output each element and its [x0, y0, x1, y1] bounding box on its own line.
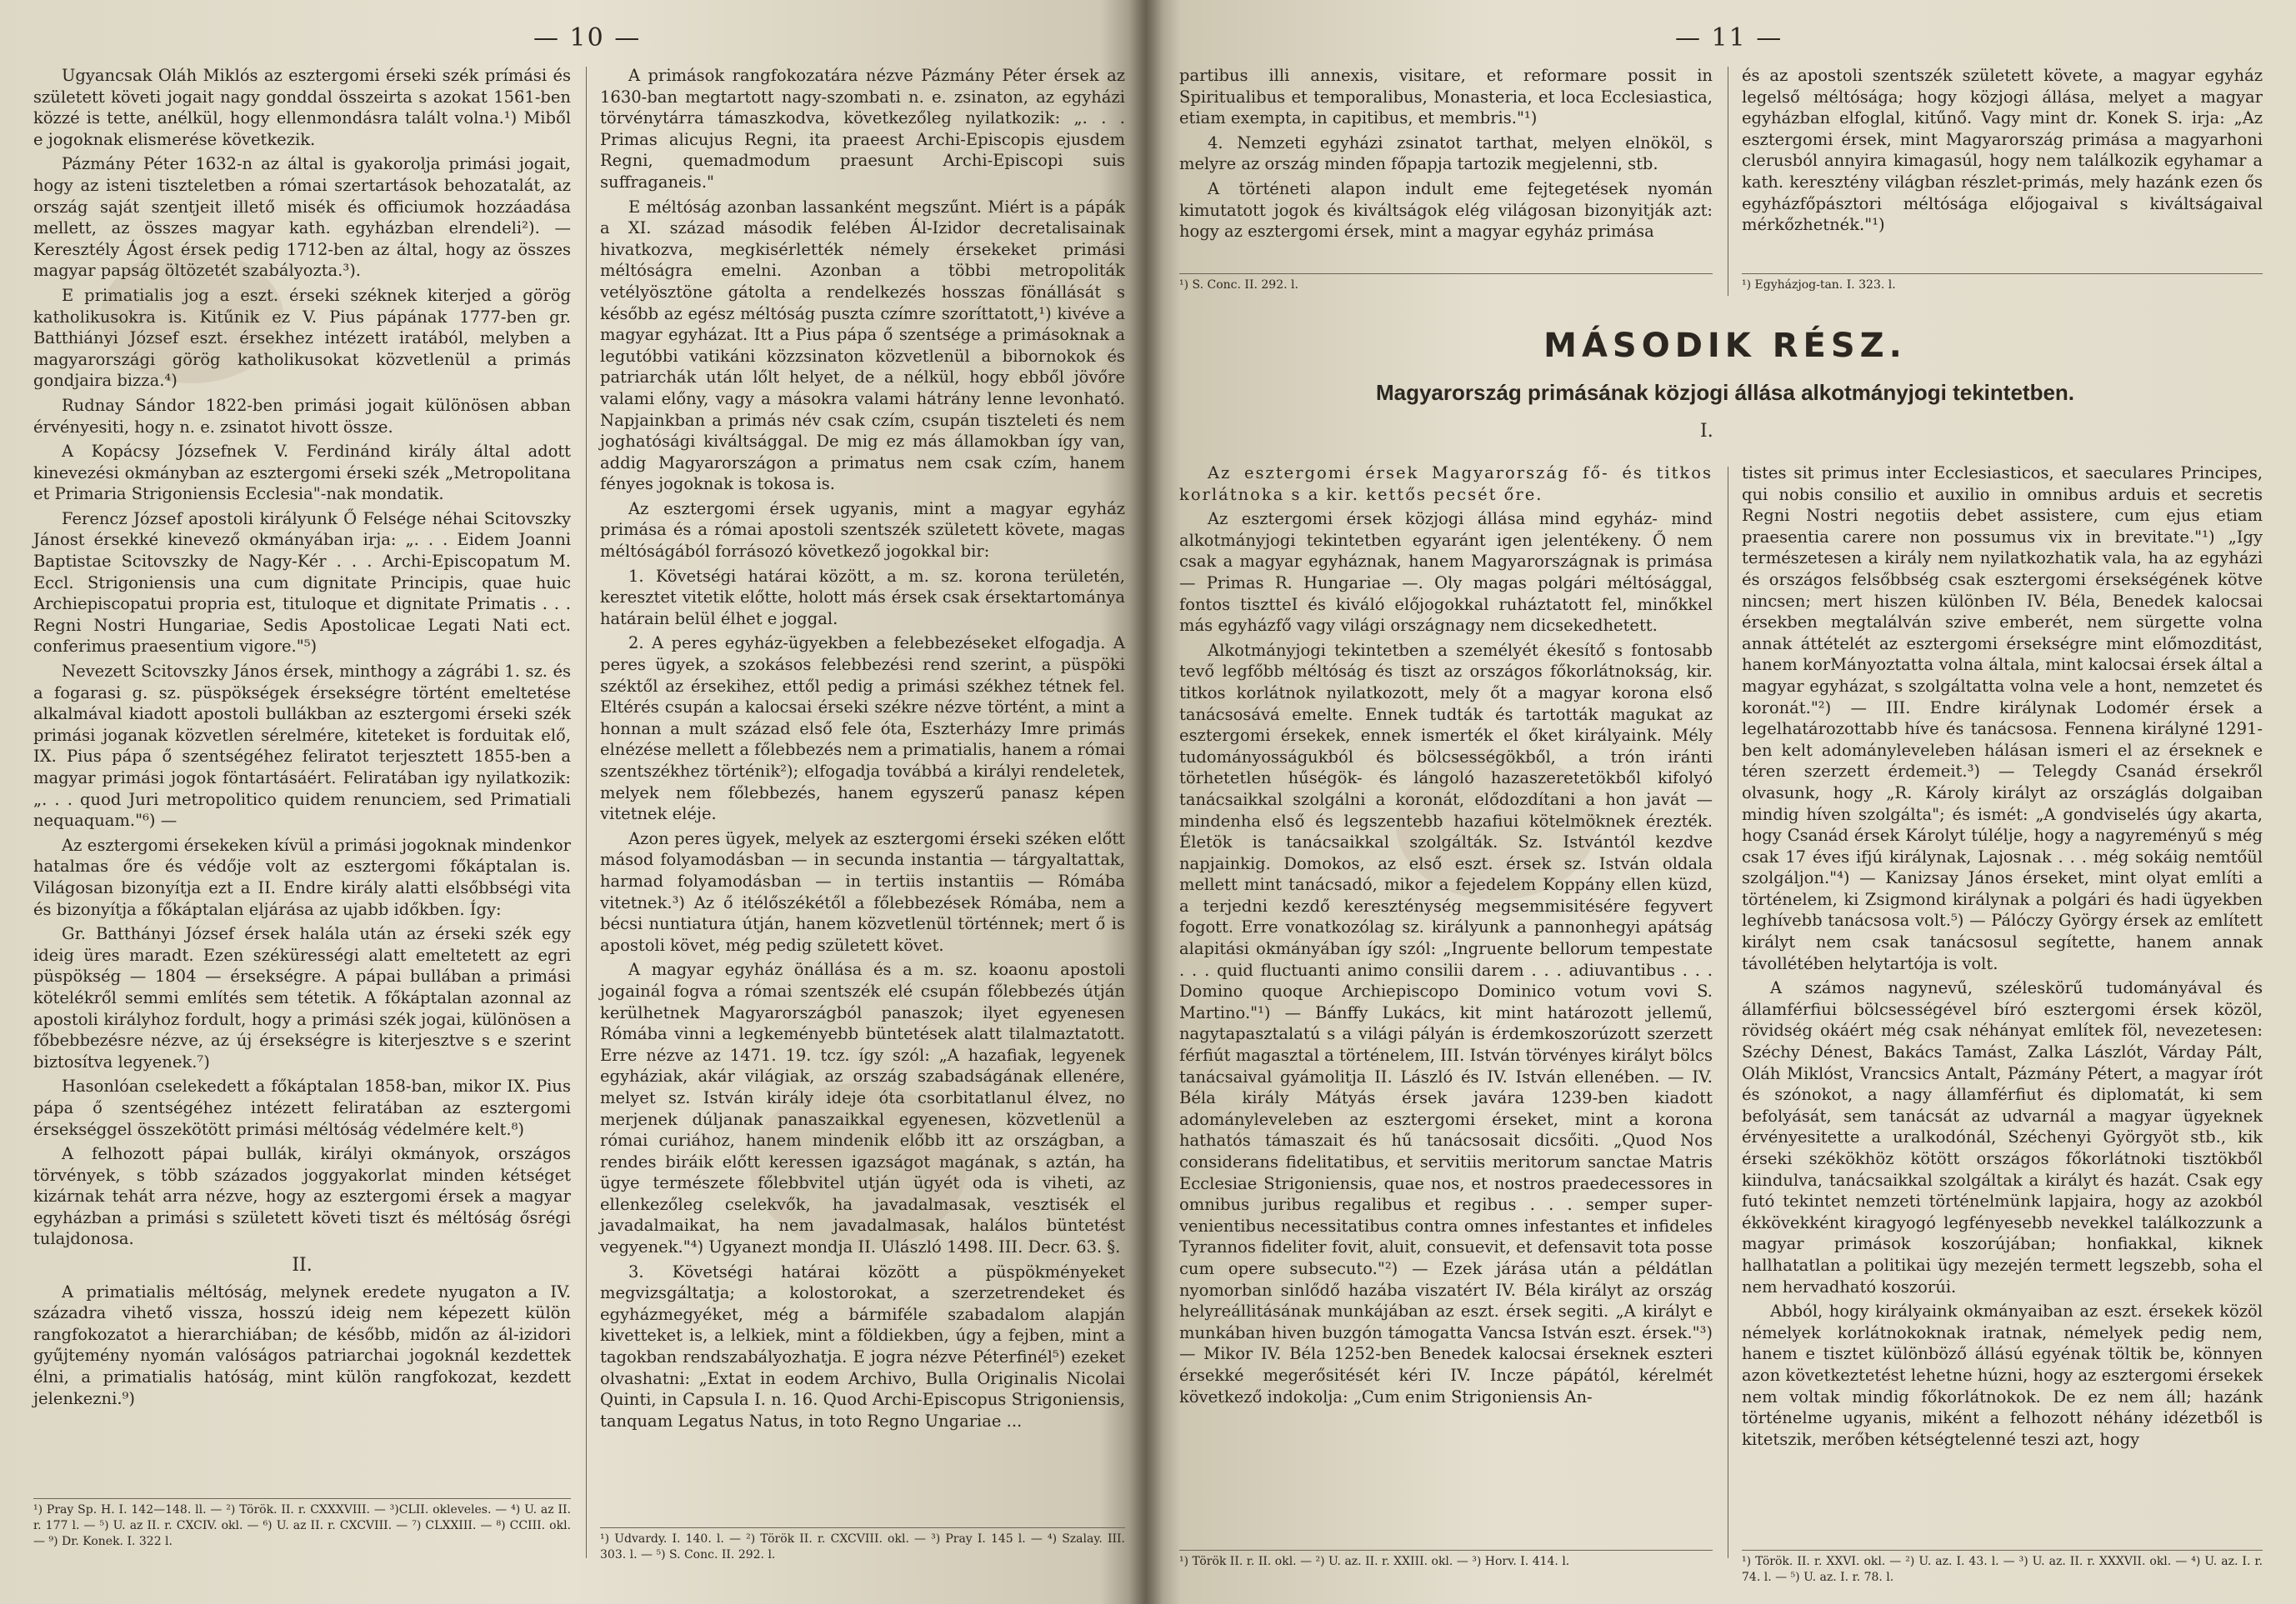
- left-page: [0, 0, 1146, 1604]
- paragraph: Abból, hogy királyaink okmányaiban az eszt. érsekek közöl némelyek korlátnokoknak iratnak, némelyek pedig nem, hanem e tisztet különböző állású egyénak töltik be, könnyen azon következtetést lehetne húzni, hogy az esztergomi érsekek nem voltak mindig főkorlátnokok. De ez nem áll; hazánk történelme ugyanis, miként a felhozott néhány idézetből is kitetszik, merőben kétségtelenné teszi azt, hogy: [1742, 1302, 2263, 1449]
- left-col1-body: [33, 65, 571, 1409]
- paragraph: 3. Követségi határai között a püspökményeket megvizsgáltatja; a kolostorokat, a szerzetrendeket és egyházmegyéket, még a bármiféle szabadalom alapján kivetteket is, a lelkiek, mint a földiekben, úgy a fejben, mint a tagokban rendszabályozhatja. E jogra nézve Péterfinél⁵) ezeket olvashatni: „Extat in eodem Archivo, Bulla Originalis Nicolai Quinti, in Capsula I. n. 16. Quod Archi-Episcopus Strigoniensis, tanquam Legatus Natus, in toto Regno Ungariae ...: [600, 1262, 1125, 1431]
- paragraph: A primatialis méltóság, melynek eredete nyugaton a IV. századra vihető vissza, hosszú ideig nem képezett külön rangfokozatot a hierarchiában; de később, midőn az ál-izidori gyűjtemény nyomán valóságos patriarchai jogoknál kezdettek élni, a primatialis hatóság, mint külön rangfokozat, kezdett jelenkezni.⁹): [33, 1282, 571, 1408]
- paragraph: 2. A peres egyház-ügyekben a felebbezéseket elfogadja. A peres ügyek, a szokásos felebbezési rend szerint, a püspöki széktől az érsekihez, ettől pedig a primási székhez tétnek fel. Eltérés csupán a kalocsai érseki székre nézve történt, a mint a honnan a mult század első fele óta, Eszterházy Imre primás elnézése mellett a főlebbezés nem a primatialis, hanem a római szentszékhez történik²); elfogadja továbbá a királyi rendeletek, melyek nem főlebbezés, hanem egyszerű panasz képen vitetnek eléje.: [600, 633, 1125, 824]
- paragraph: E méltóság azonban lassanként megszűnt. Miért is a pápák a XI. század második felében Ál-Izidor decretalisainak hivatkozva, megkisérlették némely érsekeket primási méltóságra emelni. Azonban a többi metropoliták vetélyösztöne gátolta a rendelkezés hosszas fönállását s később az egész méltóság puszta czímre szoríttatott,¹) kivéve a magyar egyházat. Itt a Pius pápa ő szentsége a primásoknak a legutóbbi vatikáni közzsinaton közvetlenül a bibornokok és patriarchák után lőlt helyet, de a nélkül, hogy ebből jövőre valami előny, vagy a másokra valami hátrány lenne levonható. Napjainkban a primás név csak czím, csupán tiszteleti és nem joghatósági kiváltsággal. De mig ez más államokban így van, addig Magyarországon a primatus nem csak czím, hanem fényes jogoknak is tokosa is.: [600, 197, 1125, 494]
- paragraph: A történeti alapon indult eme fejtegetések nyomán kimutatott jogok és kiváltságok elég világosan bizonyitják azt: hogy az esztergomi érsek, mint a magyar egyház primása: [1179, 178, 1713, 242]
- page-number: — 11 —: [1675, 23, 1783, 52]
- page-number: — 10 —: [533, 23, 642, 52]
- paragraph: Az esztergomi érsekeken kívül a primási jogoknak mindenkor hatalmas őre és védője volt az esztergomi főkáptalan is. Világosan bizonyítja ezt a II. Endre király alatti elsőbbségi vita és bizonyítja a főkáptalan eljárása az ujabb időkben. Így:: [33, 835, 571, 919]
- left-column-1: [33, 65, 571, 1548]
- section-numeral: I.: [1700, 421, 1713, 442]
- paragraph: Az esztergomi érsek ugyanis, mint a magyar egyház primása és a római apostoli szentszék született követe, magas méltóságából forrásozó következő jogokkal bir:: [600, 498, 1125, 562]
- paragraph: partibus illi annexis, visitare, et reformare possit in Spiritualibus et temporalibus, Monasteria, et loca Ecclesiastica, etiam exempta, in capitibus, et membris."¹): [1179, 66, 1713, 128]
- paragraph: Alkotmányjogi tekintetben a személyét ékesítő s fontosabb tevő legfőbb méltóság és tiszt az országos főkorlátnokság, kir. titkos korlátnok nyilatkozott, mely őt a magyar korona első tanácsosává emelte. Ennek tudták és tartották magukat az esztergomi érsekek, ennek ismerték el őket királyaink. Mély tudományosságukból és bölcsességökből, a trón iránti törhetetlen hűségök- és lángoló hazaszeretetökből kifolyó tanácsaikkal szolgálni a koronát, elődozdítani a hon javát — mindenha első és legszentebb hazafiui kötelmöknek érezték. Életök is tanácsaikkal szolgálták. Sz. Istvántól kezdve napjainkig. Domokos, az első eszt. érsek sz. István oldala mellett mint tanácsadó, mikor a fejedelem Koppány ellen küzd, a terjedni kezdő kereszténység megsemmisitésére fegyvert fogott. Erre vonatkozólag sz. királyunk a pannonhegyi apátság alapitási okmányában így szól: „Ingruente bellorum tempestate . . . quid fluctuanti animo consilii darem . . . adiuvantibus . . . Domino quoque Archiepiscopo Dominico votum vovi S. Martino."¹) — Bánffy Lukács, kit mint határozott jellemű, nagytapasztalatú s a világi pályán is érdemkoszorúzott szerzett férfiút magasztal a történelem, III. István törvényes királyt bölcs tanácsaival gyámolitja II. László és IV. István ellenében. — IV. Béla király Mátyás érsek javára 1239-ben kiadott adományleveleben az esztergomi érseket, mint a korona hathatós támaszait és hű tanácsosait dicsőiti. „Quod Nos considerans fidelitatibus, et servitiis meritorum sanctae Matris Ecclesiae Strigoniensis, quae nos, et nostros praedecessores in omnibus juribus regalibus et regibus . . . semper supervenientibus necessitatibus contra omnes infestantes et infideles Tyrannos fideliter fovit, aluit, consuevit, et defensavit tota posse cum opere subsecuto."²) — Ezek járása után a példátlan nyomorban sinlődő hazába viszatért IV. Béla királyt az ország helyreállitásának munkájában az eszt. érsek segiti. „A királyt e munkában hiven buzgón támogatta Vancsa István eszt. érsek."³) — Mikor IV. Béla 1252-ben Benedek kalocsai érseknek eszteri érsekké megerősitését kéri IV. Incze pápától, kérelmét következő indokolja: „Cum enim Strigoniensis An-: [1179, 640, 1713, 1407]
- right-column-1-bottom: [1179, 462, 1713, 1568]
- paragraph: Hasonlóan cselekedett a főkáptalan 1858-ban, mikor IX. Pius pápa ő szentségéhez intézett feliratában az esztergomi érsekséggel összekötött primási méltóság védelmére kelt.⁸): [33, 1077, 571, 1139]
- paragraph: Ugyancsak Oláh Miklós az esztergomi érseki szék prímási és született követi jogait nagy gonddal összeirta s azokat 1561-ben közzé is tette, anélkül, hogy ellenmondásra talált volna.¹) Miből e jogoknak elismerése következik.: [33, 66, 571, 149]
- paragraph: tistes sit primus inter Ecclesiasticos, et saeculares Principes, qui nobis consilio et auxilio in omnibus arduis et secretis Regni Nostri negotiis debet assistere, cum ejus etiam praesentia carere non possumus vix in brevitate."¹) „Igy természetesen a király nem nyilatkozhatik vala, ha az egyházi és országos felsőbbség csak esztergomi érsekségének kötve nincsen; mert hiszen különben IV. Béla, Benedek kalocsai érsekben megtalálván szive emberét, nem sürgette volna annak áttételét az esztergomi érsekségre mint előmozditást, hanem korMányoztatta volna általa, mint kalocsai érsek által a magyar egyházat, s szolgáltatta volna vele a hont, nemzetet és koronát."²) — III. Endre királynak Lodomér érsek a legelhatározottabb híve és tanácsosa. Fennena királyné 1291-ben kelt adományleveleben hálásan ismeri el az érseknek e téren szerzett érdemeit.³) — Telegdy Csanád érsekről olvasunk, hogy „R. Károly királyt az országlás dolgaiban mindig híven szolgálta"; és ismét: „A gondviselés úgy akarta, hogy Csanád érsek Károlyt túlélje, hogy a nagyreményű s még csak 17 éves ifjú királynak, Lajosnak . . . még sokáig nemtőül szolgáljon."⁴) — Kanizsay János érseket, mint olyat említi a történelem, ki Zsigmond királynak a polgári és hadi ügyekben leghívebb tanácsosa volt.⁵) — Pálóczy György érsek az említett királyt nem csak tanácsosul segítette, hanem annak távollétében helytartója is volt.: [1742, 463, 2263, 973]
- paragraph: 1. Követségi határai között, a m. sz. korona területén, keresztet vitetik előtte, holott más érsek csak érsektartománya határain belül élhet e joggal.: [600, 566, 1125, 628]
- part-subtitle: Magyarország primásának közjogi állása alkotmányjogi tekintetben.: [1375, 380, 2075, 405]
- right-column-2-top: [1742, 65, 2263, 315]
- paragraph: A primások rangfokozatára nézve Pázmány Péter érsek az 1630-ban megtartott nagy-szombati n. e. zsinaton, az egyházi törvénytárra támaszkodva, következőleg nyilatkozik: „. . . Primas alicujus Regni, ita praeest Archi-Episcopis ejusdem Regni, quemadmodum praesunt Archi-Episcopi suis suffraganeis.": [600, 66, 1125, 192]
- paragraph: A számos nagynevű, széleskörű tudományával és államférfiui bölcsességével bíró esztergomi érsek közöl, rövidség okáért még csak néhányat említek föl, nevezetesen: Széchy Dénest, Bakács Tamást, Zalka Lászlót, Várday Pált, Oláh Miklóst, Vrancsics Antalt, Pázmány Pétert, a magyar írót és szónokot, a nagy államférfiut és diplomatát, ki sem befolyását, sem tanácsát az udvarnál a magyar ügyeknek érvényesitette a uralkodónál, Széchenyi Györgyöt stb., kik érseki székökhöz kötött országos főkorlátnoki tisztökből kiindulva, tanácsaikkal szolgáltak a királyt és hazát. Csak egy futó tekintet nemzeti történelmünk lapjaira, hogy az azokból ékkövekként kiragyogó legfényesebb nevekkel találkozzunk a magyar primások koszorújában; honfiakkal, kiknek hallhatatlan a politikai ügy mezején termett legszebb, soha el nem hervadható koszorúi.: [1742, 978, 2263, 1297]
- paragraph: Az esztergomi érsek Magyarország fő- és titkos korlátnoka s a kir. kettős pecsét őre.: [1179, 463, 1713, 504]
- paragraph: Pázmány Péter 1632-n az által is gyakorolja primási jogait, hogy az isteni tiszteletben a római szertartások behozatalát, az ország saját szentjeit illető misék és officiumok hozzáadása mellett, az összes magyar kath. egyházban elrendeli²). — Keresztély Ágost érsek pedig 1712-ben az által, hogy az összes magyar papság öltözetét szabályozta.³).: [33, 154, 571, 281]
- footnotes: ¹) Egyházjog-tan. I. 323. l.: [1742, 273, 2263, 293]
- book-gutter: [1129, 0, 1163, 1604]
- footnotes: ¹) Pray Sp. H. I. 142—148. ll. — ²) Török. II. r. CXXXVIII. — ³)CLII. okleveles. — ⁴) U. az II. r. 177 l. — ⁵) U. az II. r. CXCIV. okl. — ⁶) U. az II. r. CXCVIII. — ⁷) CLXXIII. — ⁸) CCIII. okl. — ⁹) Dr. Konek. I. 322 l.: [33, 1498, 571, 1550]
- paragraph: Azon peres ügyek, melyek az esztergomi érseki széken előtt másod folyamodásban — in secunda instantia — tárgyaltattak, harmad folyamodásban — in tertiis instantiis — Rómába vitetnek.³) Az ő itélőszékétől a főlebbezések Rómába, nem a bécsi nuntiatura útján, hanem közvetlenül történnek; mert ő is apostoli követ, még pedig született követ.: [600, 828, 1125, 955]
- paragraph: A magyar egyház önállása és a m. sz. koaonu apostoli jogainál fogva a római szentszék elé csupán főlebbezés útján kerülhetnek Magyarországból panaszok; ilyet egyenesen Rómába vinni a legkeményebb büntetések alatt tilalmaztatott. Erre nézve az 1471. 19. tcz. így szól: „A hazafiak, legyenek egyháziak, akár világiak, az ország szabadságának ellenére, melyet sz. István király ideje óta csorbitatlanul élvez, no merjenek dúljanak panaszaikkal egyenesen, közvetlenül a római curiához, hanem mindenik előbb itt az országban, a rendes biráik előtt keressen igazságot magának, s aztán, ha ügye természete főlebbvitel utján ügyét oda is viheti, az ellenkezőleg cselekvők, ha javadalmasak, vesztisék el javadalmaikat, ha nem javadalmasak, halálos büntetést vegyenek."⁴) Ugyanezt mondja II. Ulászló 1498. III. Decr. 63. §.: [600, 960, 1125, 1257]
- paragraph: Rudnay Sándor 1822-ben primási jogait különösen abban érvényesiti, hogy n. e. zsinatot hivott össze.: [33, 395, 571, 437]
- paragraph: A felhozott pápai bullák, királyi okmányok, országos törvények, s több százados joggyakorlat minden kétséget kizárnak tehát arra nézve, hogy az esztergomi érsek a magyar egyházban a primási s született követi tiszt és méltóság ősrégi tulajdonosa.: [33, 1144, 571, 1249]
- paragraph: és az apostoli szentszék született követe, a magyar egyház legelső méltósága; hogy közjogi állása, melyet a magyar egyházban elfoglal, kitűnő. Vagy mint dr. Konek S. irja: „Az esztergomi érsek, mint Magyarország primása a magyarhoni clerusból annyira kimagasúl, hogy nem találkozik egyhamar a kath. keresztény világban részlet-primás, mely hazánk ezen ős egyházfőpásztori méltósága előjogaival s kiváltságaival mérkőzhetnék."¹): [1742, 66, 2263, 235]
- left-column-2: [600, 65, 1125, 1562]
- paragraph: Gr. Batthányi József érsek halála után az érseki szék egy ideig üres maradt. Ezen székürességi alatt emeltetett az egri püspökség — 1804 — érsekségre. A pápai bullában a primási kötelékről semmi említés sem tétetik. A főkáptalan azonnal az apostoli királyhoz fordult, hogy a primási szék jogai, különösen a főbebbezésre nézve, az új érsekségre is kiterjesztve s e szerint biztosítva legyenek.⁷): [33, 924, 571, 1072]
- paragraph: Ferencz József apostoli királyunk Ő Felsége néhai Scitovszky Jánost érsekké kinevező okmányában irja: „. . . Eidem Joanni Baptistae Scitovszky de Nagy-Kér . . . Archi-Episcopatum M. Eccl. Strigoniensis una cum dignitate Principis, quae huic Archiepiscopatui propria est, tituloque et dignitate Primatis . . . Regni Nostri Hungariae, Sedis Apostolicae Legati Nati ect. conferimus praesentium vigore."⁵): [33, 508, 571, 657]
- paragraph: A Kopácsy Józsefnek V. Ferdinánd király által adott kinevezési okmányban az esztergomi érseki szék „Metropolitana et Primaria Strigoniensis Ecclesia"-nak mondatik.: [33, 442, 571, 504]
- right-column-2-bottom: [1742, 462, 2263, 1584]
- footnotes: ¹) Török. II. r. XXVI. okl. — ²) U. az. I. 43. l. — ³) U. az. II. r. XXXVII. okl. — ⁴) U. az. I. r. 74. l. — ⁵) U. az. I. r. 78. l.: [1742, 1550, 2263, 1586]
- footnotes: ¹) Török II. r. II. okl. — ²) U. az. II. r. XXIII. okl. — ³) Horv. I. 414. l.: [1179, 1550, 1713, 1570]
- column-rule: [586, 67, 587, 1558]
- footnotes: ¹) Udvardy. I. 140. l. — ²) Török II. r. CXCVIII. okl. — ³) Pray I. 145 l. — ⁴) Szalay. III. 303. l. — ⁵) S. Conc. II. 292. l.: [600, 1527, 1125, 1563]
- paragraph: E primatialis jog a eszt. érseki széknek kiterjed a görög katholikusokra is. Kitűnik ez V. Pius pápának 1777-ben gr. Batthiányi József eszt. érsekhez intézett iratából, melyben a magyarországi görög katholikusokat közvetlenül a primás gondjaira bizza.⁴): [33, 285, 571, 391]
- paragraph: Az esztergomi érsek közjogi állása mind egyház- mind alkotmányjogi tekintetben egyaránt igen jelentékeny. Ő nem csak a magyar egyháznak, hanem Magyarországnak is primása — Primas R. Hungariae —. Oly magas polgári méltósággal, fontos tisztteI és kiváló előjogokkal ruháztatott fel, minőkkel más egyházfő vagy világi országnagy nem dicsekedhetett.: [1179, 509, 1713, 636]
- section-numeral: II.: [292, 1255, 313, 1277]
- paragraph: Nevezett Scitovszky János érsek, minthogy a zágrábi 1. sz. és a fogarasi g. sz. püspökségek érsekségre történt emeltetése alkalmával kiadott apostoli bullákban az esztergomi érseki szék primási joganak közvetlen sérelmére, kiteteket is forduitak elő, IX. Pius pápa ő szentségéhez feliratot terjesztett 1855-ben a magyar primási jogok föntartásáért. Feliratában igy nyilatkozik: „. . . quod Juri metropolitico quidem renunciem, sed Primatiali nequaquam."⁶) —: [33, 662, 571, 831]
- part-title: MÁSODIK RÉSZ.: [1543, 327, 1907, 365]
- paragraph: 4. Nemzeti egyházi zsinatot tarthat, melyen elnököl, s melyre az ország minden főpapja tartozik megjelenni, stb.: [1179, 132, 1713, 174]
- right-column-1-top: [1179, 65, 1713, 315]
- footnotes: ¹) S. Conc. II. 292. l.: [1179, 273, 1713, 293]
- left-col2-body: [600, 65, 1125, 1432]
